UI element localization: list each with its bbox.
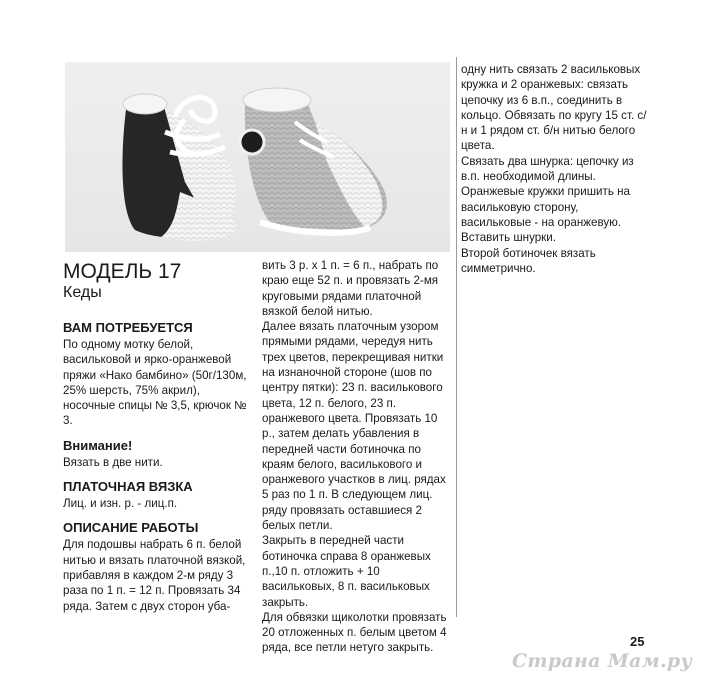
knitted-shoes-photo (65, 62, 450, 252)
column-2 (262, 258, 448, 656)
page-number: 25 (630, 634, 645, 649)
paragraph: одну нить связать 2 васильковых кружка и 2 оранжевых: связать цепочку из 6 в.п., соединить в кольцо. Обвязать по кругу 15 ст. с/н и 1 рядом ст. б/н нитью белого цвета. (461, 63, 647, 153)
right-bootie (240, 88, 387, 233)
column-divider (456, 57, 457, 617)
needs-heading: ВАМ ПОТРЕБУЕТСЯ (63, 320, 193, 335)
paragraph: Закрыть в передней части ботиночка справа 8 оранжевых п.,10 п. отложить + 10 васильковых, 8 п. васильковых закрыть. (262, 534, 431, 609)
paragraph: Для обвязки щиколотки провязать 20 отложенных п. белым цветом 4 ряда, все петли нетугo закрыть. (262, 610, 447, 655)
paragraph: вить 3 р. x 1 п. = 6 п., набрать по краю еще 52 п. и провязать 2-мя круговыми рядами платочной вязкой белой нитью. (262, 259, 439, 318)
stitch-text: Лиц. и изн. р. - лиц.п. (63, 497, 178, 511)
model-subtitle: Кеды (63, 284, 102, 301)
booties-illustration (65, 62, 450, 252)
model-title: МОДЕЛЬ 17 (63, 260, 182, 283)
attention-text: Вязать в две нити. (63, 455, 163, 469)
section-attention (63, 438, 251, 470)
section-description (63, 520, 251, 613)
paragraph: Оранжевые кружки пришить на васильковую сторону, васильковые - на оранжевую. Вставить шнурки. (461, 185, 630, 245)
description-heading: ОПИСАНИЕ РАБОТЫ (63, 520, 199, 536)
paragraph: Связать два шнурка: цепочку из в.п. необходимой длины. (461, 154, 634, 184)
description-text: Для подошвы набрать 6 п. белой нитью и вязать платочной вязкой, прибавляя в каждом 2-м ряду 3 раза по 1 п. = 12 п. Провязать 34 ряда. Затем с двух сторон уба- (63, 538, 246, 613)
stitch-heading: ПЛАТОЧНАЯ ВЯЗКА (63, 479, 193, 495)
needs-text: По одному мотку белой, васильковой и ярко-оранжевой пряжи «Нако бамбино» (50г/130м, 25% шерсть, 75% акрил), носочные спицы № 3,5, крючок № 3. (63, 338, 247, 428)
section-needs (63, 320, 251, 429)
paragraph: Второй ботиночек вязать симметрично. (461, 246, 596, 275)
left-bootie (122, 94, 237, 241)
section-stitch (63, 479, 251, 511)
attention-heading: Внимание! (63, 437, 133, 453)
column-3 (461, 62, 647, 276)
watermark: Страна Мам.ру (512, 650, 693, 672)
column-1 (63, 258, 251, 623)
paragraph: Далее вязать платочным узором прямыми рядами, чередуя нить трех цветов, перекрещивая нитки на изнаночной стороне (шов по центру пятки): 23 п. василькового цвета, 12 п. белого, 23 п. оранжевого цвета. Провязать 10 р., затем делать убавления в передней части ботиночка по краям белого, василькового и оранжевого участков в лиц. рядах 5 раз по 1 п. В следующем лиц. ряду провязать оставшиеся 2 белых петли. (262, 320, 446, 533)
